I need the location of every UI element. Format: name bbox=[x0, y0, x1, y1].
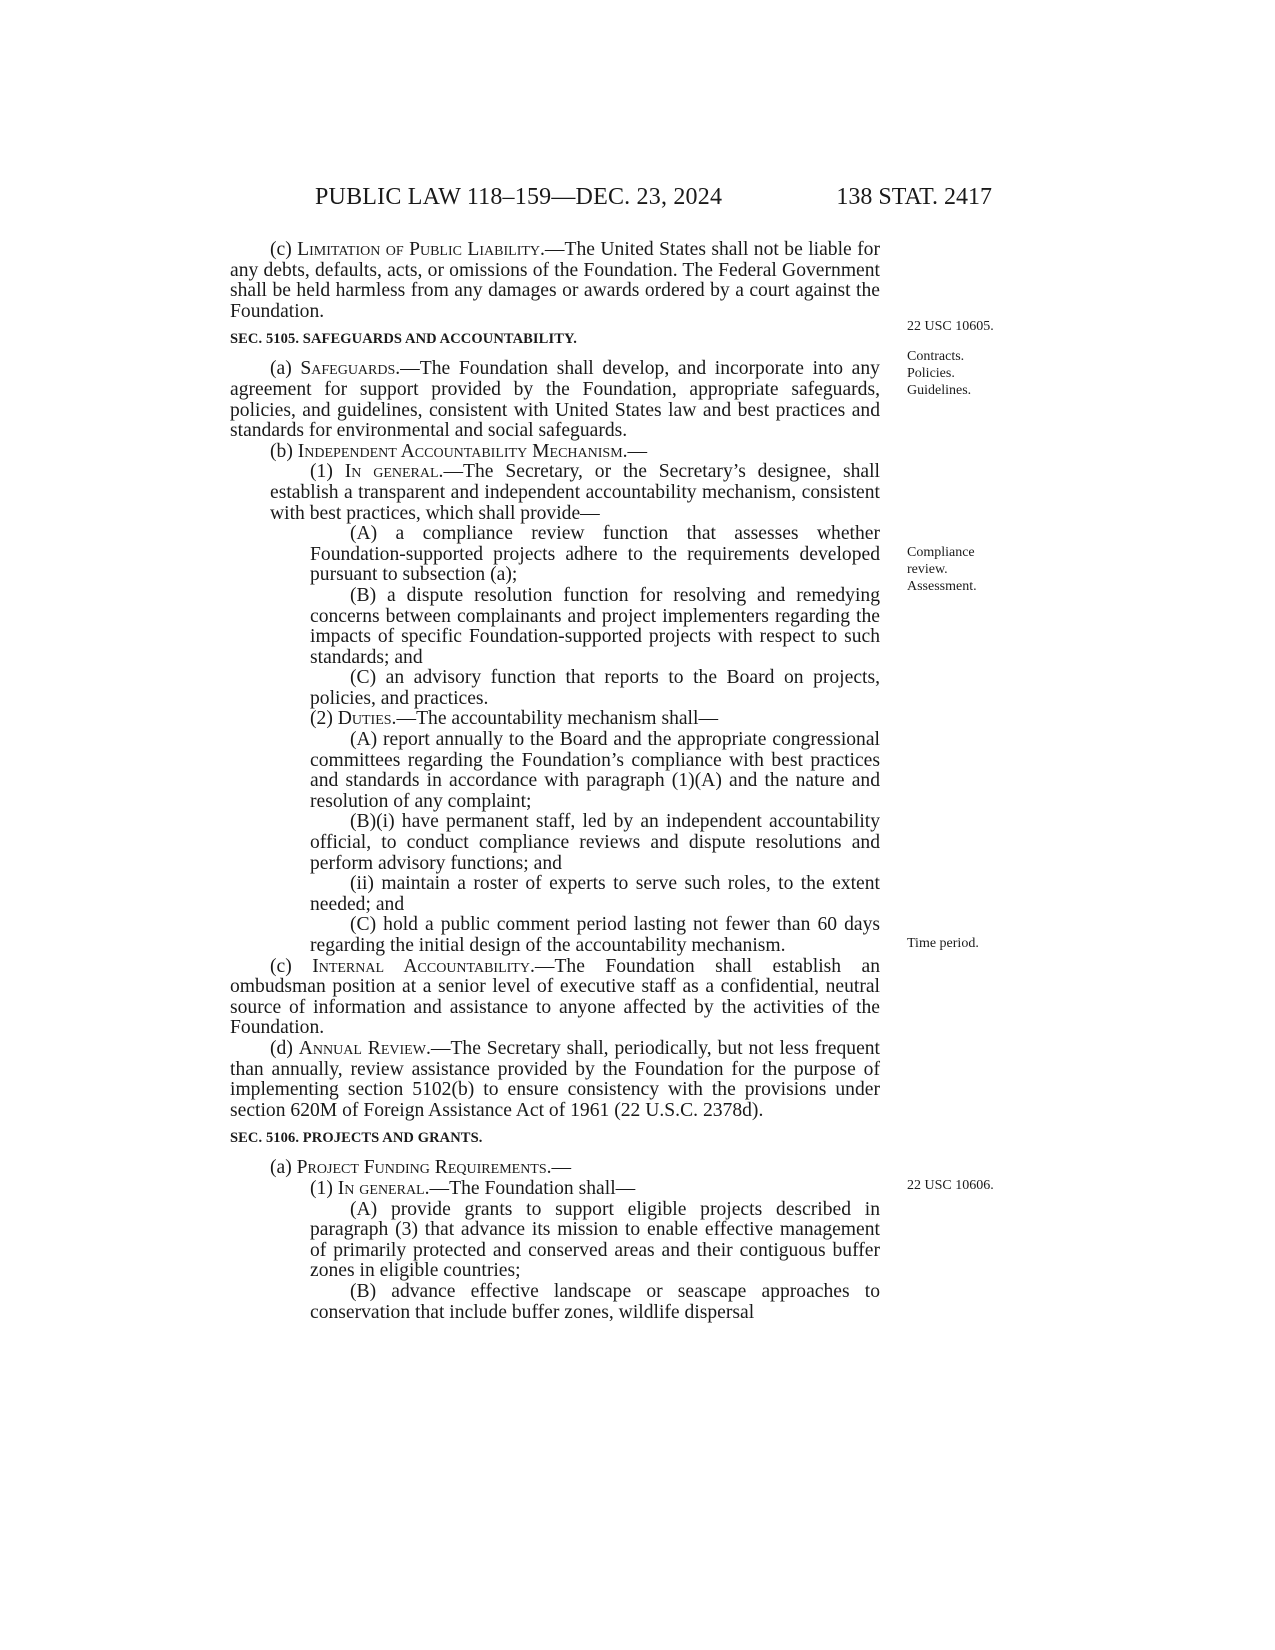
paragraph-caption: Independent Accountability Mechanism. bbox=[297, 440, 628, 462]
section-5105-b-2-A: (A) report annually to the Board and the appropriate congressional committees regarding the Foundation’s compliance with best practices and standards in accordance with paragraph (1)(A) and the nature and resolution of any complaint; bbox=[310, 729, 880, 812]
paragraph-caption: Project Funding Requirements. bbox=[296, 1157, 552, 1179]
paragraph-caption: Safeguards. bbox=[300, 358, 401, 380]
statute-page-number: 138 STAT. 2417 bbox=[836, 184, 992, 210]
section-heading-5105: SEC. 5105. SAFEGUARDS AND ACCOUNTABILITY. bbox=[230, 331, 577, 348]
section-5104-c: (c) Limitation of Public Liability.—The United States shall not be liable for any debts, defaults, acts, or omissions of the Foundation. The Federal Government shall be held harmless from any damages or awards ordered by a court against the Foundation. bbox=[230, 239, 880, 322]
margin-note-contracts: Contracts. Policies. Guidelines. bbox=[907, 349, 972, 398]
paragraph-caption: In general. bbox=[344, 461, 444, 483]
margin-note-22-usc-10605: 22 USC 10605. bbox=[907, 319, 994, 334]
section-5106-a-1-B: (B) advance effective landscape or seascape approaches to conservation that include buffer zones, wildlife dispersal bbox=[310, 1280, 880, 1323]
section-5105-b-1-A: (A) a compliance review function that assesses whether Foundation-supported projects adhere to the requirements developed pursuant to subsection (a); bbox=[310, 523, 880, 586]
section-5105-c: (c) Internal Accountability.—The Foundation shall establish an ombudsman position at a senior level of executive staff as a confidential, neutral source of information and assistance to anyone affected by the activities of the Foundation. bbox=[230, 955, 881, 1039]
section-5106-a: (a) Project Funding Requirements.— bbox=[270, 1157, 572, 1179]
paragraph-caption: Internal Accountability. bbox=[312, 955, 535, 977]
section-5106-a-1-A: (A) provide grants to support eligible projects described in paragraph (3) that advance its mission to enable effective management of primarily protected and conserved areas and their contiguous buffer zones in eligible countries; bbox=[310, 1198, 880, 1282]
section-5105-b-2-C: (C) hold a public comment period lasting not fewer than 60 days regarding the initial design of the accountability mechanism. bbox=[310, 914, 880, 956]
section-5105-a: (a) Safeguards.—The Foundation shall develop, and incorporate into any agreement for support provided by the Foundation, appropriate safeguards, policies, and guidelines, consistent with United States law and best practices and standards for environmental and social safeguards. bbox=[230, 358, 880, 442]
section-heading-5106: SEC. 5106. PROJECTS AND GRANTS. bbox=[230, 1130, 483, 1147]
section-5105-b-2-B-ii: (ii) maintain a roster of experts to serve such roles, to the extent needed; and bbox=[310, 873, 880, 915]
paragraph-caption: In general. bbox=[337, 1177, 430, 1199]
section-5106-a-1: (1) In general.—The Foundation shall— bbox=[310, 1177, 636, 1199]
section-5105-b-1-C: (C) an advisory function that reports to the Board on projects, policies, and practices. bbox=[310, 667, 880, 709]
section-5105-b-1: (1) In general.—The Secretary, or the Secretary’s designee, shall establish a transparent and independent accountability mechanism, consistent with best practices, which shall provide— bbox=[270, 461, 880, 524]
paragraph-caption: Annual Review. bbox=[298, 1037, 431, 1059]
paragraph-caption: Limitation of Public Liability. bbox=[297, 239, 545, 260]
section-5105-b-1-B: (B) a dispute resolution function for resolving and remedying concerns between complainants and project implementers regarding the impacts of specific Foundation-supported projects with respect to such standards; and bbox=[310, 584, 880, 668]
margin-note-time-period: Time period. bbox=[907, 936, 979, 951]
statute-text bbox=[230, 240, 880, 1323]
margin-note-22-usc-10606: 22 USC 10606. bbox=[907, 1178, 994, 1193]
section-5105-b-2-B-i: (B)(i) have permanent staff, led by an independent accountability official, to conduct compliance reviews and dispute resolutions and perform advisory functions; and bbox=[310, 811, 880, 874]
section-5105-d: (d) Annual Review.—The Secretary shall, periodically, but not less frequent than annually, review assistance provided by the Foundation for the purpose of implementing section 5102(b) to ensure consistency with the provisions under section 620M of Foreign Assistance Act of 1961 (22 U.S.C. 2378d). bbox=[230, 1037, 881, 1121]
section-5105-b-2: (2) Duties.—The accountability mechanism shall— bbox=[310, 708, 719, 730]
paragraph-caption: Duties. bbox=[337, 708, 397, 730]
running-title: PUBLIC LAW 118–159—DEC. 23, 2024 bbox=[315, 184, 723, 210]
section-5105-b: (b) Independent Accountability Mechanism.— bbox=[270, 440, 648, 462]
margin-note-compliance: Compliance review. Assessment. bbox=[907, 545, 977, 594]
page-header bbox=[0, 180, 1275, 214]
